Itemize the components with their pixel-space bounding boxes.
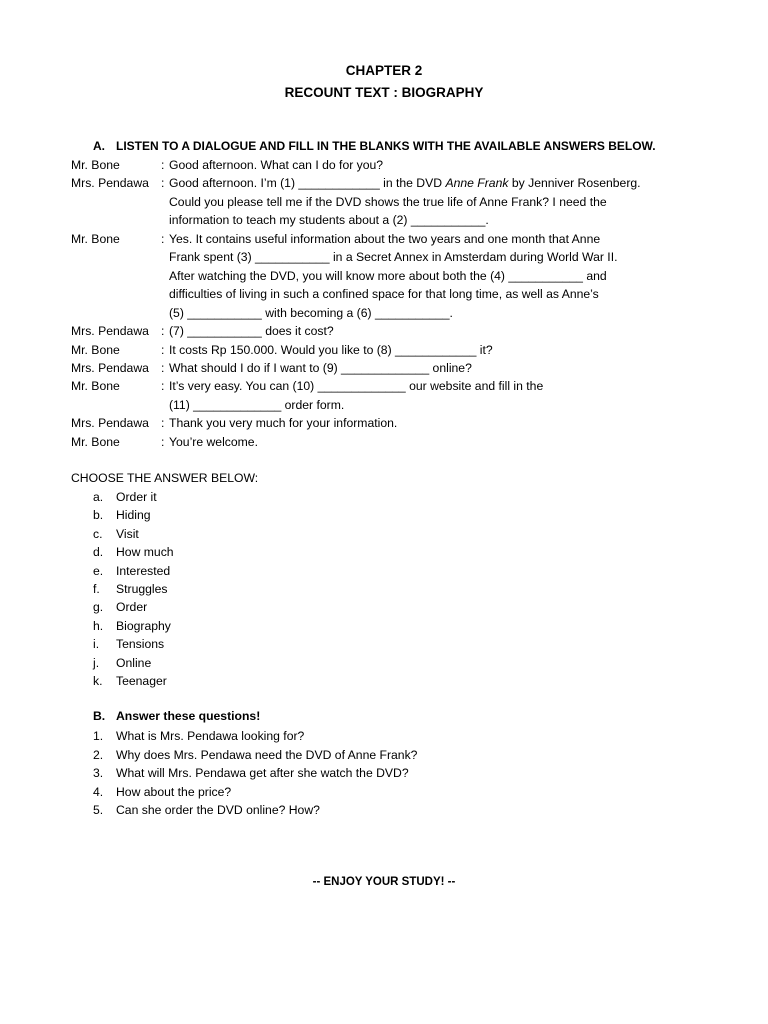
speaker-name: Mrs. Pendawa [71, 416, 149, 431]
dialogue-line: (7) ___________ does it cost? [169, 324, 334, 339]
speaker-colon: : [161, 342, 165, 357]
question-text: Can she order the DVD online? How? [116, 803, 320, 817]
choice-letter: h. [93, 618, 104, 633]
choice-letter: g. [93, 600, 104, 615]
choice-letter: f. [93, 582, 100, 597]
footer-message: -- ENJOY YOUR STUDY! -- [312, 876, 456, 888]
dialogue-lines [169, 230, 711, 322]
speaker-name: Mr. Bone [71, 379, 120, 394]
answer-choice [93, 617, 174, 635]
question-text: What will Mrs. Pendawa get after she watch the DVD? [116, 766, 409, 780]
dialogue-line: It costs Rp 150.000. Would you like to (8) ____________ it? [169, 342, 493, 357]
questions-list [93, 727, 417, 820]
choice-letter: b. [93, 508, 104, 523]
dialogue-turn [71, 341, 711, 359]
speaker-name: Mr. Bone [71, 342, 120, 357]
choice-text: Teenager [116, 674, 167, 689]
page-title: RECOUNT TEXT : BIOGRAPHY [284, 85, 484, 100]
speaker-colon: : [161, 158, 165, 172]
choice-text: Visit [116, 526, 139, 541]
answer-choice [93, 654, 174, 672]
choice-letter: a. [93, 490, 104, 504]
dialogue-turn [71, 174, 711, 229]
choice-text: Online [116, 655, 152, 670]
question-item [93, 801, 417, 820]
dialogue-line: (11) _____________ order form. [169, 397, 345, 412]
choice-letter: k. [93, 674, 103, 689]
dialogue-line: It’s very easy. You can (10) _____________ our website and fill in the [169, 379, 544, 394]
choice-text: Interested [116, 563, 171, 578]
speaker-colon: : [161, 360, 165, 375]
choices-heading: CHOOSE THE ANSWER BELOW: [71, 471, 259, 485]
choice-text: Order it [116, 490, 157, 504]
dialogue-line: difficulties of living in such a confined space for that long time, as well as Anne’s [169, 287, 599, 302]
answer-choice [93, 672, 174, 690]
dialogue-line: Frank spent (3) ___________ in a Secret Annex in Amsterdam during World War II. [169, 250, 618, 265]
question-number: 5. [93, 803, 104, 817]
dialogue-turn [71, 414, 711, 432]
dialogue-lines [169, 322, 711, 340]
answer-choice [93, 488, 174, 506]
question-item [93, 727, 417, 746]
dialogue-turn [71, 156, 711, 174]
question-text: What is Mrs. Pendawa looking for? [116, 729, 305, 743]
choice-letter: c. [93, 526, 103, 541]
dialogue [71, 156, 711, 451]
answer-choices-list [93, 488, 174, 690]
dialogue-turn [71, 230, 711, 322]
question-item [93, 764, 417, 783]
question-number: 4. [93, 784, 104, 799]
answer-choice [93, 598, 174, 616]
dialogue-lines [169, 433, 711, 451]
speaker-name: Mr. Bone [71, 231, 120, 246]
dialogue-turn [71, 377, 711, 414]
dialogue-turn [71, 359, 711, 377]
question-text: Why does Mrs. Pendawa need the DVD of Anne Frank? [116, 747, 418, 762]
section-b-text: Answer these questions! [116, 709, 261, 723]
dialogue-line: Yes. It contains useful information about the two years and one month that Anne [169, 231, 601, 246]
question-text: How about the price? [116, 784, 232, 799]
question-item [93, 783, 417, 802]
dialogue-line: What should I do if I want to (9) _____________ online? [169, 360, 472, 375]
dialogue-line: You’re welcome. [169, 434, 258, 449]
dialogue-line: After watching the DVD, you will know more about both the (4) ___________ and [169, 268, 607, 283]
question-number: 1. [93, 729, 104, 743]
choice-text: How much [116, 545, 174, 560]
dialogue-lines [169, 156, 711, 174]
dialogue-lines [169, 174, 711, 229]
choice-text: Biography [116, 618, 171, 633]
speaker-colon: : [161, 416, 165, 431]
speaker-name: Mrs. Pendawa [71, 324, 149, 339]
dialogue-line: (5) ___________ with becoming a (6) ___________. [169, 305, 453, 320]
choice-text: Order [116, 600, 148, 615]
dialogue-lines [169, 359, 711, 377]
speaker-colon: : [161, 434, 165, 449]
section-b-letter: B. [93, 709, 106, 723]
dialogue-lines [169, 377, 711, 414]
answer-choice [93, 543, 174, 561]
dialogue-line: Good afternoon. I’m (1) ____________ in the DVD Anne Frank by Jenniver Rosenberg. [169, 176, 641, 191]
speaker-colon: : [161, 324, 165, 339]
dialogue-turn [71, 433, 711, 451]
choice-letter: i. [93, 637, 100, 652]
answer-choice [93, 525, 174, 543]
speaker-colon: : [161, 231, 165, 246]
dialogue-line: information to teach my students about a (2) ___________. [169, 213, 489, 228]
speaker-colon: : [161, 379, 165, 394]
dialogue-turn [71, 322, 711, 340]
choice-text: Struggles [116, 582, 168, 597]
speaker-name: Mr. Bone [71, 158, 120, 172]
speaker-name: Mrs. Pendawa [71, 360, 149, 375]
question-number: 2. [93, 747, 104, 762]
choice-letter: j. [93, 655, 100, 670]
question-item [93, 746, 417, 765]
section-a-letter: A. [93, 139, 105, 153]
answer-choice [93, 562, 174, 580]
choice-text: Tensions [116, 637, 165, 652]
dialogue-line: Could you please tell me if the DVD shows the true life of Anne Frank? I need the [169, 194, 607, 209]
dvd-title: Anne Frank [445, 176, 509, 191]
dialogue-lines [169, 414, 711, 432]
section-a-text: LISTEN TO A DIALOGUE AND FILL IN THE BLANKS WITH THE AVAILABLE ANSWERS BELOW. [116, 139, 656, 153]
dialogue-lines [169, 341, 711, 359]
answer-choice [93, 506, 174, 524]
question-number: 3. [93, 766, 104, 780]
dialogue-line: Thank you very much for your information. [169, 416, 398, 431]
speaker-name: Mr. Bone [71, 434, 120, 449]
answer-choice [93, 580, 174, 598]
speaker-name: Mrs. Pendawa [71, 176, 149, 191]
choice-text: Hiding [116, 508, 151, 523]
speaker-colon: : [161, 176, 165, 191]
section-a-instruction [93, 139, 656, 153]
choice-letter: d. [93, 545, 104, 560]
chapter-heading: CHAPTER 2 [345, 63, 423, 78]
section-b-instruction [93, 709, 260, 723]
choice-letter: e. [93, 563, 104, 578]
dialogue-line: Good afternoon. What can I do for you? [169, 158, 384, 172]
answer-choice [93, 635, 174, 653]
